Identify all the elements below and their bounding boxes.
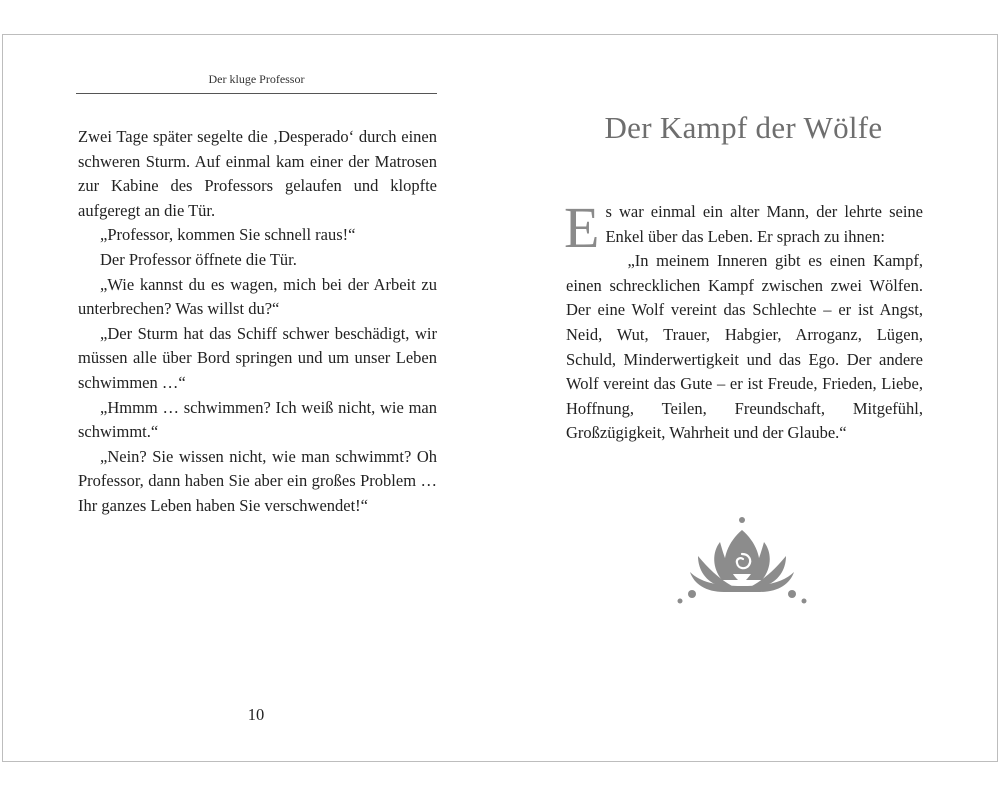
paragraph: Der Professor öffnete die Tür. [100,249,297,269]
drop-cap: E [564,195,600,260]
paragraph-text: s war einmal ein alter Mann, der lehrte seine Enkel über das Leben. Er sprach zu ihnen: [605,202,923,246]
left-page-text [78,125,437,519]
paragraph: „Nein? Sie wissen nicht, wie man schwimmt? Oh Professor, dann haben Sie aber ein großes Problem … Ihr ganzes Leben haben Sie verschwendet!“ [78,446,437,515]
lotus-petals [690,530,794,592]
running-head: Der kluge Professor [76,72,437,94]
paragraph: „Professor, kommen Sie schnell raus!“ [100,225,356,245]
paragraph: „Der Sturm hat das Schiff schwer beschädigt, wir müssen alle über Bord springen und um unser Leben schwimmen …“ [78,323,437,392]
paragraph: „Hmmm … schwimmen? Ich weiß nicht, wie man schwimmt.“ [78,397,437,442]
lotus-ornament-icon [672,512,812,612]
right-page-text [564,195,923,446]
page-number: 10 [247,705,265,724]
paragraph: „In meinem Inneren gibt es einen Kampf, einen schrecklichen Kampf zwischen zwei Wölfen. Der eine Wolf vereint das Schlechte – er ist Angst, Neid, Wut, Trauer, Habgier, Arroganz, Lügen, Schuld, Minderwertigkeit und das Ego. Der andere Wolf vereint das Gute – er ist Freude, Frieden, Liebe, Hoffnung, Teilen, Freundschaft, Mitgefühl, Großzügigkeit, Wahrheit und der Glaube.“ [566,251,923,443]
chapter-title: Der Kampf der Wölfe [604,110,883,145]
paragraph [564,195,923,260]
paragraph: „Wie kannst du es wagen, mich bei der Arbeit zu unterbrechen? Was willst du?“ [78,274,437,319]
paragraph: Zwei Tage später segelte die ‚Desperado‘ durch einen schweren Sturm. Auf einmal kam einer der Matrosen zur Kabine des Professors gelaufen und klopfte aufgeregt an die Tür. [78,127,437,220]
